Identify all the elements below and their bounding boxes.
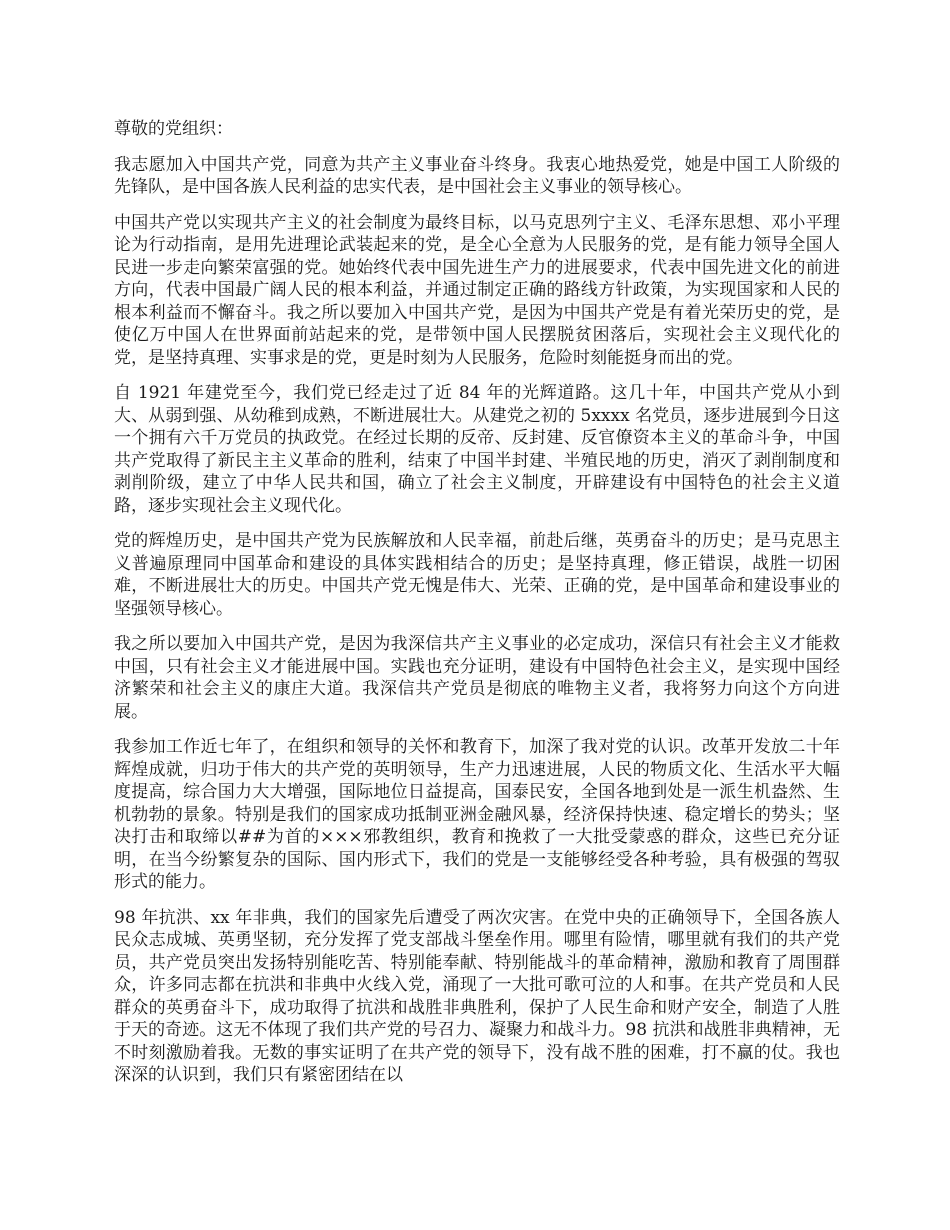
paragraph-3: 自 1921 年建党至今，我们党已经走过了近 84 年的光辉道路。这几十年，中国共产党从小到大、从弱到强、从幼稚到成熟，不断进展壮大。从建党之初的 5xxxx 名党员，逐步进展到今日这一个拥有六千万党员的执政党。在经过长期的反帝、反封建、反官僚资本主义的革命斗争，中国共产党取得了新民主主义革命的胜利，结束了中国半封建、半殖民地的历史，消灭了剥削制度和剥削阶级，建立了中华人民共和国，确立了社会主义制度，开辟建设有中国特色的社会主义道路，逐步实现社会主义现代化。 bbox=[114, 383, 840, 516]
paragraph-4: 党的辉煌历史，是中国共产党为民族解放和人民幸福，前赴后继，英勇奋斗的历史；是马克思主义普遍原理同中国革命和建设的具体实践相结合的历史；是坚持真理，修正错误，战胜一切困难，不断进展壮大的历史。中国共产党无愧是伟大、光荣、正确的党，是中国革命和建设事业的坚强领导核心。 bbox=[114, 531, 840, 619]
paragraph-1: 我志愿加入中国共产党，同意为共产主义事业奋斗终身。我衷心地热爱党，她是中国工人阶级的先锋队，是中国各族人民利益的忠实代表，是中国社会主义事业的领导核心。 bbox=[114, 154, 840, 197]
paragraph-5: 我之所以要加入中国共产党，是因为我深信共产主义事业的必定成功，深信只有社会主义才能救中国，只有社会主义才能进展中国。实践也充分证明，建设有中国特色社会主义，是实现中国经济繁荣和社会主义的康庄大道。我深信共产党员是彻底的唯物主义者，我将努力向这个方向进展。 bbox=[114, 634, 840, 722]
paragraph-6: 我参加工作近七年了，在组织和领导的关怀和教育下，加深了我对党的认识。改革开发放二十年辉煌成就，归功于伟大的共产党的英明领导，生产力迅速进展，人民的物质文化、生活水平大幅度提高，综合国力大大增强，国际地位日益提高，国泰民安，全国各地到处是一派生机盎然、生机勃勃的景象。特别是我们的国家成功抵制亚洲金融风暴，经济保持快速、稳定增长的势头；坚决打击和取缔以##为首的×××邪教组织，教育和挽救了一大批受蒙惑的群众，这些已充分证明，在当今纷繁复杂的国际、国内形式下，我们的党是一支能够经受各种考验，具有极强的驾驭形式的能力。 bbox=[114, 737, 840, 892]
salutation: 尊敬的党组织： bbox=[114, 119, 233, 139]
paragraph-2: 中国共产党以实现共产主义的社会制度为最终目标，以马克思列宁主义、毛泽东思想、邓小平理论为行动指南，是用先进理论武装起来的党，是全心全意为人民服务的党，是有能力领导全国人民进一步走向繁荣富强的党。她始终代表中国先进生产力的进展要求，代表中国先进文化的前进方向，代表中国最广阔人民的根本利益，并通过制定正确的路线方针政策，为实现国家和人民的根本利益而不懈奋斗。我之所以要加入中国共产党，是因为中国共产党是有着光荣历史的党，是使亿万中国人在世界面前站起来的党，是带领中国人民摆脱贫困落后，实现社会主义现代化的党，是坚持真理、实事求是的党，更是时刻为人民服务，危险时刻能挺身而出的党。 bbox=[114, 212, 840, 368]
paragraph-7: 98 年抗洪、xx 年非典，我们的国家先后遭受了两次灾害。在党中央的正确领导下，全国各族人民众志成城、英勇坚韧，充分发挥了党支部战斗堡垒作用。哪里有险情，哪里就有我们的共产党员，共产党员突出发扬特别能吃苦、特别能奉献、特别能战斗的革命精神，激励和教育了周围群众，许多同志都在抗洪和非典中火线入党，涌现了一大批可歌可泣的人和事。在共产党员和人民群众的英勇奋斗下，成功取得了抗洪和战胜非典胜利，保护了人民生命和财产安全，制造了人胜于天的奇迹。这无不体现了我们共产党的号召力、凝聚力和战斗力。98 抗洪和战胜非典精神，无不时刻激励着我。无数的事实证明了在共产党的领导下，没有战不胜的困难，打不赢的仗。我也深深的认识到，我们只有紧密团结在以 bbox=[114, 907, 840, 1085]
letter-body bbox=[114, 118, 840, 1100]
